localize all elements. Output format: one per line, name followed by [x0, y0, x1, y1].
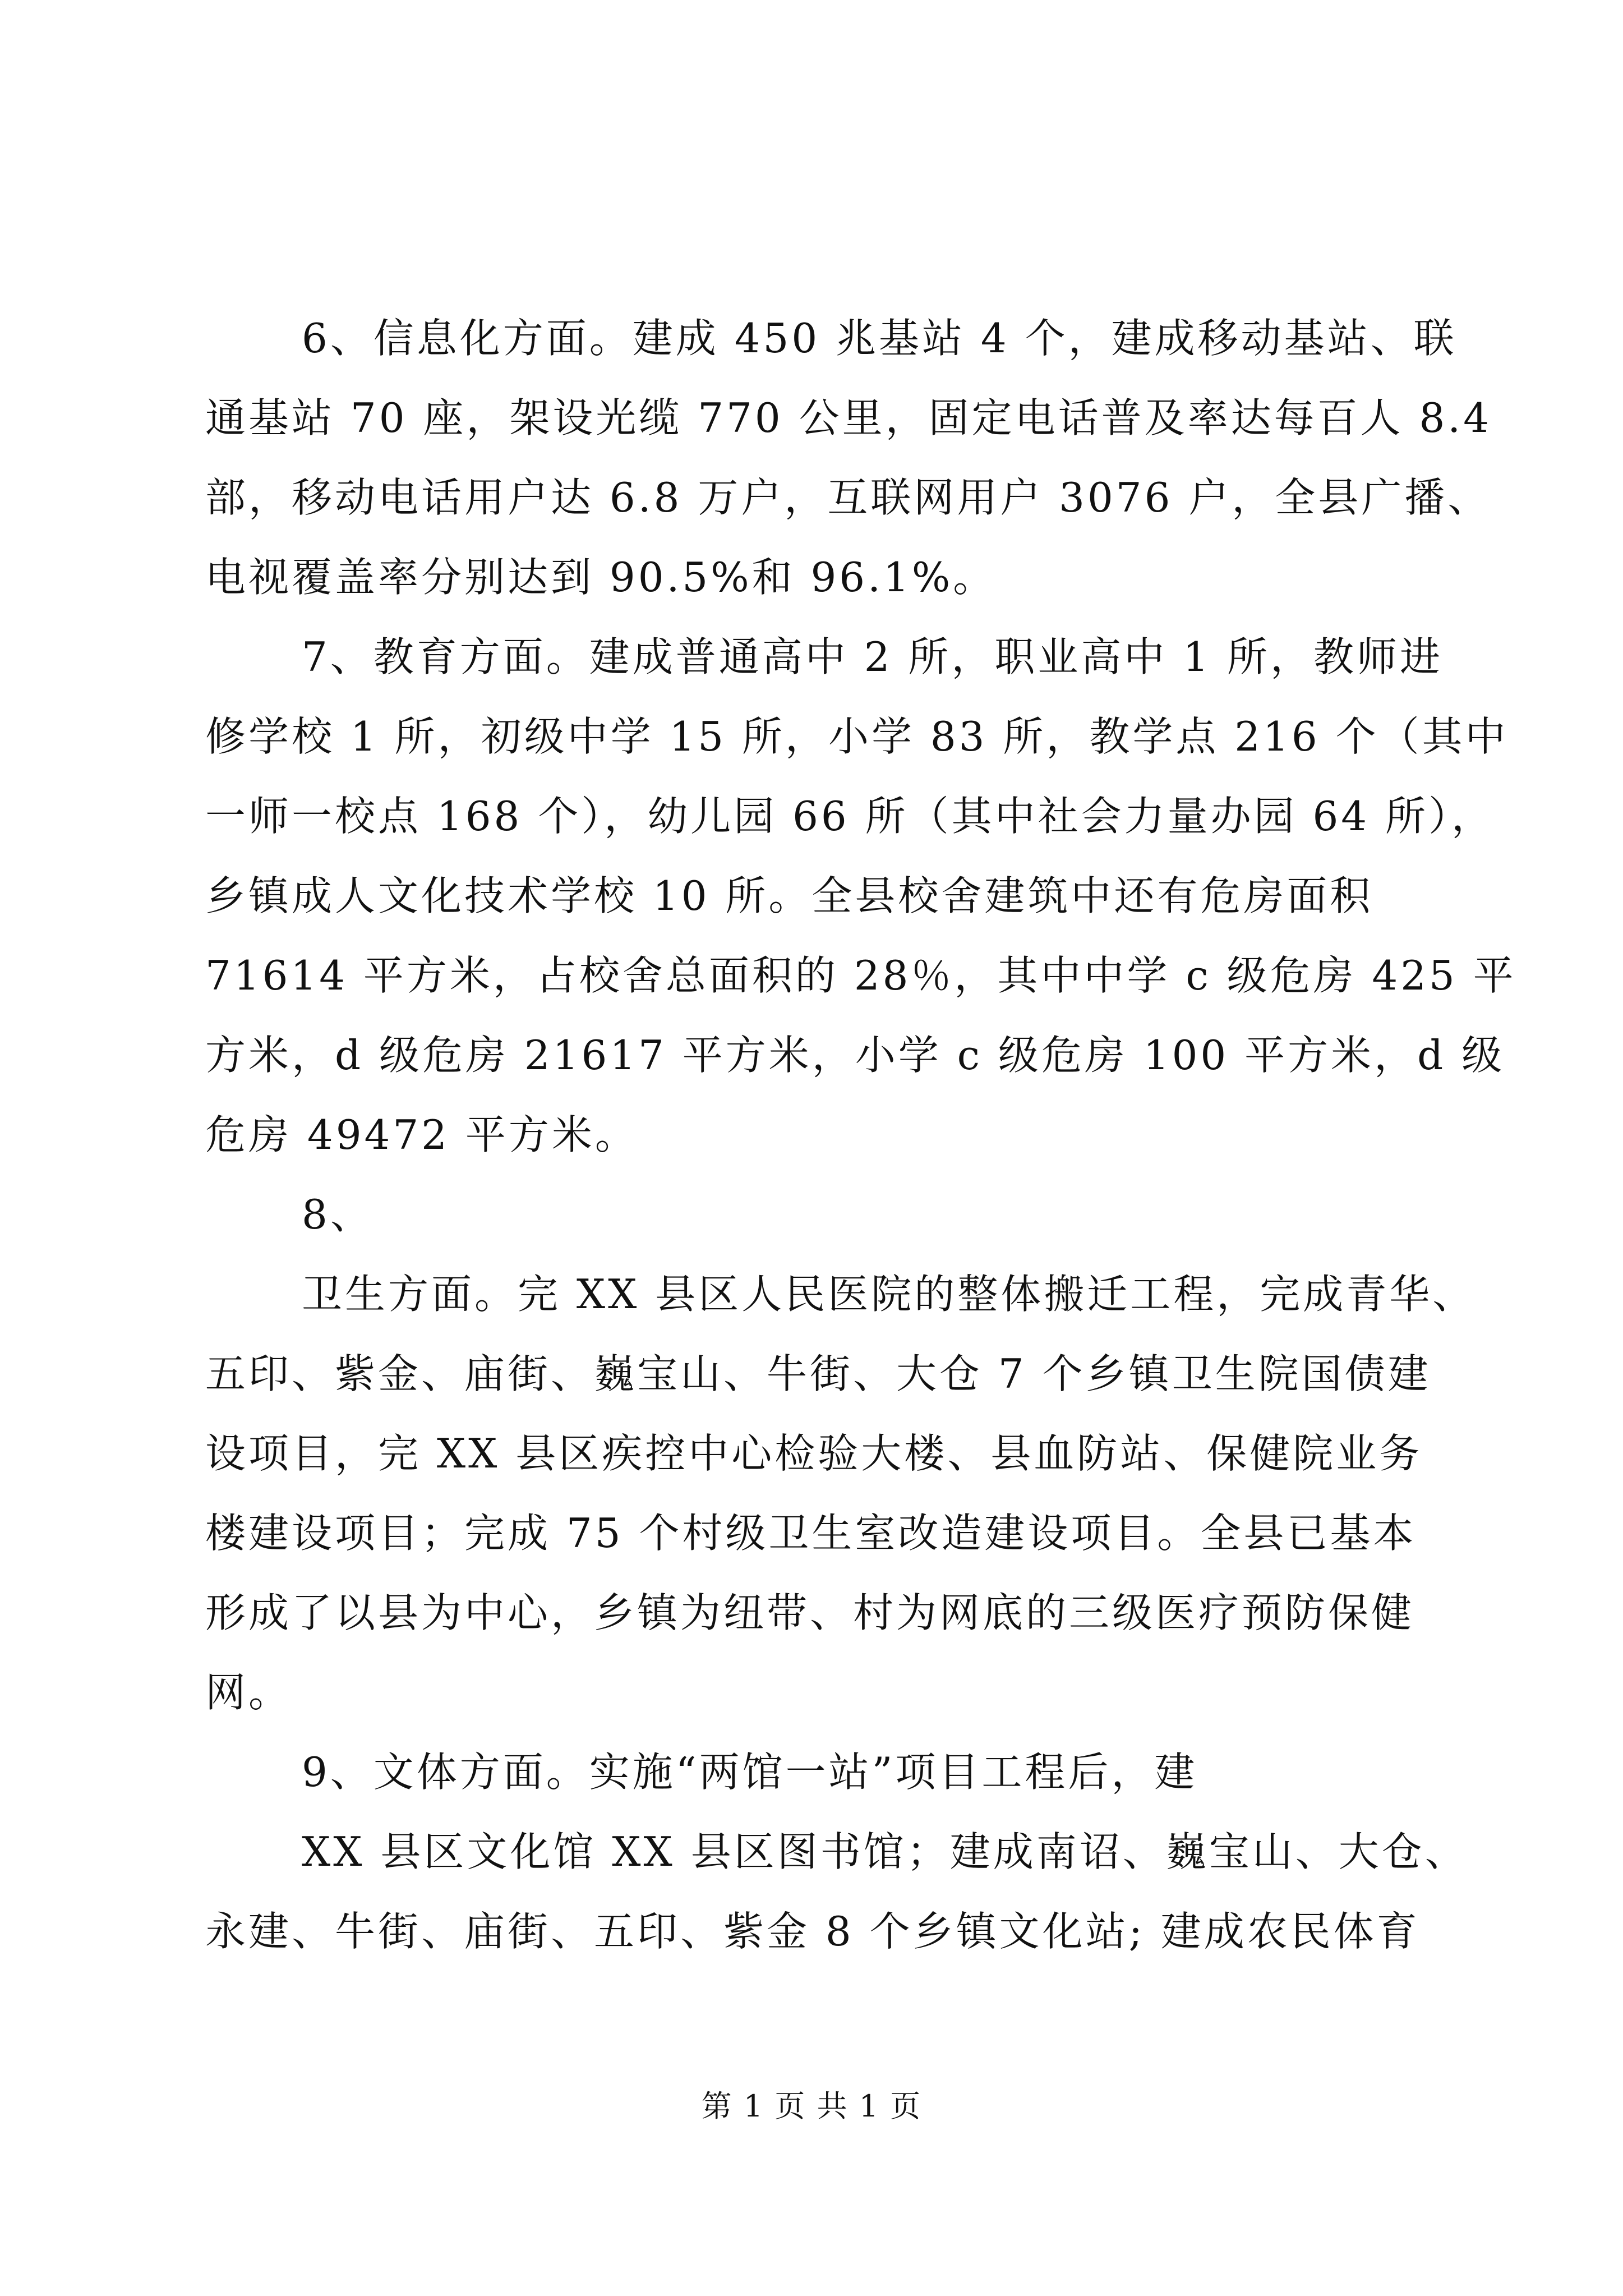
para7-line3: 一师一校点 168 个），幼儿园 66 所（其中社会力量办园 64 所）， [205, 793, 1495, 840]
para6-line1: 6、信息化方面。建成 450 兆基站 4 个，建成移动基站、联 [302, 315, 1457, 362]
para8-line3: 设项目，完 XX 县区疾控中心检验大楼、县血防站、保健院业务 [205, 1430, 1423, 1477]
para8-number: 8、 [302, 1191, 374, 1238]
para6-line4: 电视覆盖率分别达到 90.5%和 96.1%。 [205, 554, 997, 601]
para8-line1: 卫生方面。完 XX 县区人民医院的整体搬迁工程，完成青华、 [302, 1271, 1476, 1318]
para8-line4: 楼建设项目；完成 75 个村级卫生室改造建设项目。全县已基本 [205, 1510, 1417, 1557]
para7-line2: 修学校 1 所，初级中学 15 所，小学 83 所，教学点 216 个（其中 [205, 713, 1509, 760]
para6-line3: 部，移动电话用户达 6.8 万户，互联网用户 3076 户，全县广播、 [205, 474, 1491, 521]
para7-line4: 乡镇成人文化技术学校 10 所。全县校舍建筑中还有危房面积 [205, 872, 1373, 919]
para7-line1: 7、教育方面。建成普通高中 2 所，职业高中 1 所，教师进 [302, 633, 1443, 680]
para8-line2: 五印、紫金、庙街、巍宝山、牛街、大仓 7 个乡镇卫生院国债建 [205, 1350, 1431, 1397]
para9-line3: 永建、牛街、庙街、五印、紫金 8 个乡镇文化站; 建成农民体育 [205, 1908, 1420, 1955]
page-footer: 第 1 页 共 1 页 [701, 2088, 922, 2124]
para9-line2: XX 县区文化馆 XX 县区图书馆；建成南诏、巍宝山、大仓、 [302, 1828, 1468, 1875]
para7-line6: 方米，d 级危房 21617 平方米，小学 c 级危房 100 平方米，d 级 [205, 1032, 1505, 1079]
para9-line1: 9、文体方面。实施“两馆一站”项目工程后，建 [302, 1749, 1198, 1796]
para7-line7: 危房 49472 平方米。 [205, 1111, 638, 1158]
para7-line5: 71614 平方米，占校舍总面积的 28％，其中中学 c 级危房 425 平 [205, 952, 1516, 999]
para8-line5: 形成了以县为中心，乡镇为纽带、村为网底的三级医疗预防保健 [205, 1589, 1415, 1636]
para6-line2: 通基站 70 座，架设光缆 770 公里，固定电话普及率达每百人 8.4 [205, 394, 1492, 441]
para8-line6: 网。 [205, 1669, 292, 1716]
